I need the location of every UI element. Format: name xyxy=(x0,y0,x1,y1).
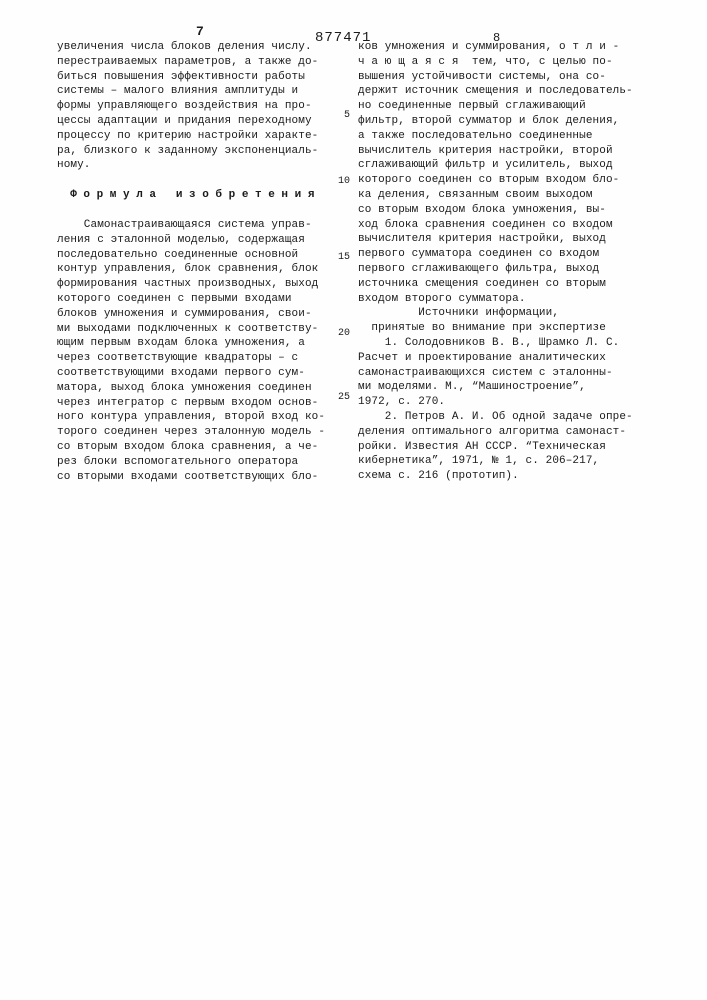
references xyxy=(358,336,653,484)
text-line: 1972, с. 270. xyxy=(358,396,446,409)
text-line: ра, близкого к заданному экспоненциаль- xyxy=(57,144,319,157)
text-line: первого сглаживающего фильтра, выход xyxy=(358,262,600,275)
claims-text-right xyxy=(358,40,653,306)
text-line: сглаживающий фильтр и усилитель, выход xyxy=(358,159,613,172)
text-line: последовательно соединенные основной xyxy=(57,248,299,261)
text-line: торого соединен через эталонную модель - xyxy=(57,426,326,439)
text-line: ч а ю щ а я с я тем, что, с целью по- xyxy=(358,55,613,68)
sources-heading xyxy=(358,306,653,336)
text-line: рез блоки вспомогательного оператора xyxy=(57,455,299,468)
text-line: ройки. Известия АН СССР. “Техническая xyxy=(358,440,606,453)
text-line: цессы адаптации и придания переходному xyxy=(57,114,312,127)
text-line: матора, выход блока умножения соединен xyxy=(57,381,312,394)
page-number-left: 7 xyxy=(196,24,204,39)
text-line: схема с. 216 (прототип). xyxy=(358,470,519,483)
text-line: ному. xyxy=(57,159,91,172)
text-line: со вторым входом блока умножения, вы- xyxy=(358,203,606,216)
text-line: 2. Петров А. И. Об одной задаче опре- xyxy=(358,410,633,423)
text-line: ход блока сравнения соединен со входом xyxy=(358,218,613,231)
text-line: системы – малого влияния амплитуды и xyxy=(57,85,299,98)
text-line: ка деления, связанным своим выходом xyxy=(358,188,593,201)
text-line: ного контура управления, второй вход ко- xyxy=(57,411,326,424)
text-line: деления оптимального алгоритма самонаст- xyxy=(358,425,627,438)
page-number-right: 8 xyxy=(493,31,501,45)
text-line: соответствующими входами первого сум- xyxy=(57,366,305,379)
text-line: которого соединен со вторым входом бло- xyxy=(358,174,620,187)
gutter-line-number: 25 xyxy=(337,392,350,403)
text-line: ми выходами подключенных к соответству- xyxy=(57,322,319,335)
text-line: первого сумматора соединен со входом xyxy=(358,248,600,261)
text-line: ков умножения и суммирования, о т л и - xyxy=(358,41,620,53)
text-line: процессу по критерию настройки характе- xyxy=(57,129,319,142)
text-line: которого соединен с первыми входами xyxy=(57,292,292,305)
left-column xyxy=(57,40,339,484)
text-line: ющим первым входам блока умножения, а xyxy=(57,337,305,350)
text-line: входом второго сумматора. xyxy=(358,292,526,305)
patent-number: 877471 xyxy=(315,30,372,46)
text-line: перестраиваемых параметров, а также до- xyxy=(57,55,319,68)
right-column xyxy=(358,40,653,484)
text-line: Самонастраивающаяся система управ- xyxy=(57,218,312,231)
text-line: вычислителя критерия настройки, выход xyxy=(358,233,606,246)
text-line: а также последовательно соединенные xyxy=(358,129,593,142)
gutter-line-number: 10 xyxy=(337,176,350,187)
text-line: кибернетика”, 1971, № 1, с. 206–217, xyxy=(358,455,600,468)
gutter-line-number: 20 xyxy=(337,328,350,339)
text-line: блоков умножения и суммирования, свои- xyxy=(57,307,312,320)
text-line: Источники информации, xyxy=(358,307,560,320)
text-line: фильтр, второй сумматор и блок деления, xyxy=(358,114,620,127)
text-line: принятые во внимание при экспертизе xyxy=(358,322,606,335)
text-line: формы управляющего воздействия на про- xyxy=(57,100,312,113)
claims-heading: Ф о р м у л а и з о б р е т е н и я xyxy=(57,189,315,202)
text-line: ми моделями. М., “Машиностроение”, xyxy=(358,381,586,394)
text-line: увеличения числа блоков деления числу. xyxy=(57,41,312,53)
intro-paragraph xyxy=(57,40,339,173)
gutter-line-number: 5 xyxy=(343,110,350,121)
text-line: ления с эталонной моделью, содержащая xyxy=(57,233,305,246)
text-line: через интегратор с первым входом основ- xyxy=(57,396,319,409)
text-line: формирования частных производных, выход xyxy=(57,278,319,291)
text-line: самонастраивающихся систем с эталонны- xyxy=(358,366,613,379)
text-line: со вторым входом блока сравнения, а че- xyxy=(57,440,319,453)
text-line: биться повышения эффективности работы xyxy=(57,70,305,83)
gutter-line-number: 15 xyxy=(337,252,350,263)
text-line: 1. Солодовников В. В., Шрамко Л. С. xyxy=(358,336,620,349)
text-line: источника смещения соединен со вторым xyxy=(358,277,606,290)
text-line: со вторыми входами соответствующих бло- xyxy=(57,470,319,483)
text-line: вычислитель критерия настройки, второй xyxy=(358,144,613,157)
text-line: Расчет и проектирование аналитических xyxy=(358,351,606,364)
text-line: но соединенные первый сглаживающий xyxy=(358,100,586,113)
text-line: вышения устойчивости системы, она со- xyxy=(358,70,606,83)
text-line: через соответствующие квадраторы – с xyxy=(57,352,299,365)
claims-text-left xyxy=(57,218,339,484)
text-line: контур управления, блок сравнения, блок xyxy=(57,263,319,276)
text-line: держит источник смещения и последователь- xyxy=(358,85,633,98)
